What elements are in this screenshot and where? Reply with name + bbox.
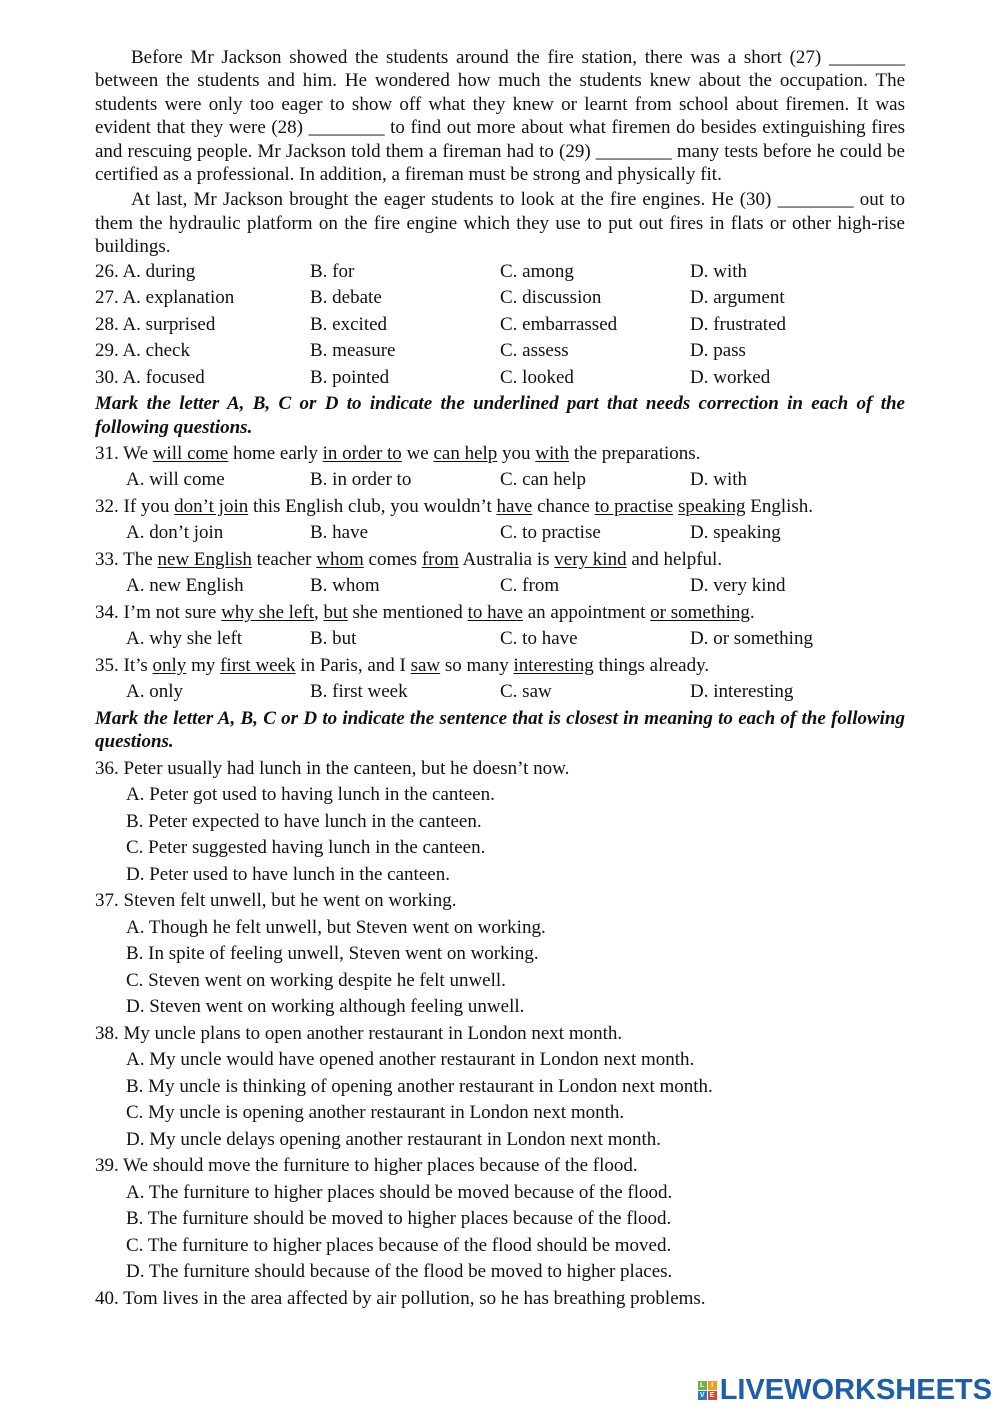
underlined-part: have xyxy=(496,495,533,517)
error-question-34: 34. I’m not sure why she left, but she mentioned to have an appointment or something. xyxy=(95,601,755,623)
underlined-part: speaking xyxy=(677,495,746,517)
option-a[interactable]: 30. A. focused xyxy=(95,366,205,388)
option-d[interactable]: D. pass xyxy=(690,340,746,362)
passage-paragraph-2: At last, Mr Jackson brought the eager students to look at the fire engines. He (30) ________ out to them the hydraulic platform on the fire engine which they use to put out fires in flats or other high-rise buildings. xyxy=(95,189,905,258)
underlined-part: very kind xyxy=(554,548,627,570)
option-b[interactable]: B. in order to xyxy=(310,469,412,491)
underlined-part: or something xyxy=(650,601,750,623)
mc-question-list xyxy=(95,259,905,392)
option-b[interactable]: B. excited xyxy=(310,313,388,335)
mc-question-29 xyxy=(95,338,905,365)
underlined-part: with xyxy=(535,442,570,464)
underlined-part: saw xyxy=(410,654,441,676)
meaning-question-39: 39. We should move the furniture to higher places because of the flood. xyxy=(95,1155,638,1177)
option-d[interactable]: D. My uncle delays opening another restaurant in London next month. xyxy=(126,1128,662,1150)
option-c[interactable]: C. looked xyxy=(500,366,574,388)
option-d[interactable]: D. with xyxy=(690,260,747,282)
mc-question-30 xyxy=(95,365,905,392)
option-c[interactable]: C. to have xyxy=(500,628,578,650)
meaning-question-38: 38. My uncle plans to open another restaurant in London next month. xyxy=(95,1022,623,1044)
option-a[interactable]: A. Peter got used to having lunch in the canteen. xyxy=(126,784,495,806)
option-b[interactable]: B. My uncle is thinking of opening another restaurant in London next month. xyxy=(126,1075,713,1097)
option-d[interactable]: D. or something xyxy=(690,628,813,650)
option-a[interactable]: A. The furniture to higher places should be moved because of the flood. xyxy=(126,1181,673,1203)
option-c[interactable]: C. discussion xyxy=(500,287,602,309)
error-answers-33 xyxy=(95,573,905,600)
error-question-list xyxy=(95,441,905,706)
option-c[interactable]: C. to practise xyxy=(500,522,601,544)
option-b[interactable]: B. whom xyxy=(310,575,380,597)
option-c[interactable]: C. among xyxy=(500,260,574,282)
worksheet-page xyxy=(95,46,905,1312)
underlined-part: why she left xyxy=(221,601,314,623)
underlined-part: don’t join xyxy=(174,495,249,517)
option-a[interactable]: 28. A. surprised xyxy=(95,313,216,335)
error-question-33: 33. The new English teacher whom comes from Australia is very kind and helpful. xyxy=(95,548,723,570)
option-c[interactable]: C. My uncle is opening another restaurant in London next month. xyxy=(126,1102,625,1124)
logo-letter: E xyxy=(708,1391,717,1400)
logo-letter: I xyxy=(708,1381,717,1390)
option-c[interactable]: C. assess xyxy=(500,340,569,362)
option-a[interactable]: A. My uncle would have opened another restaurant in London next month. xyxy=(126,1049,695,1071)
option-b[interactable]: B. The furniture should be moved to higher places because of the flood. xyxy=(126,1208,672,1230)
option-b[interactable]: B. In spite of feeling unwell, Steven went on working. xyxy=(126,943,539,965)
error-answers-35 xyxy=(95,679,905,706)
option-a[interactable]: A. will come xyxy=(126,469,225,491)
logo-text: LIVEWORKSHEETS xyxy=(719,1373,992,1406)
meaning-question-36: 36. Peter usually had lunch in the canteen, but he doesn’t now. xyxy=(95,757,570,779)
option-a[interactable]: 29. A. check xyxy=(95,340,190,362)
option-a[interactable]: 27. A. explanation xyxy=(95,287,235,309)
option-d[interactable]: D. speaking xyxy=(690,522,781,544)
underlined-part: will come xyxy=(152,442,229,464)
mc-question-27 xyxy=(95,285,905,312)
option-d[interactable]: D. interesting xyxy=(690,681,794,703)
option-a[interactable]: 26. A. during xyxy=(95,260,196,282)
option-d[interactable]: D. frustrated xyxy=(690,313,787,335)
option-c[interactable]: C. can help xyxy=(500,469,587,491)
option-c[interactable]: C. The furniture to higher places because of the flood should be moved. xyxy=(126,1234,672,1256)
underlined-part: new English xyxy=(157,548,252,570)
underlined-part: in order to xyxy=(322,442,402,464)
option-b[interactable]: B. debate xyxy=(310,287,382,309)
underlined-part: first week xyxy=(220,654,296,676)
option-d[interactable]: D. very kind xyxy=(690,575,786,597)
option-a[interactable]: A. only xyxy=(126,681,183,703)
underlined-part: only xyxy=(152,654,187,676)
underlined-part: from xyxy=(421,548,459,570)
error-answers-31 xyxy=(95,467,905,494)
logo-mark-icon xyxy=(698,1381,717,1400)
underlined-part: interesting xyxy=(513,654,594,676)
option-a[interactable]: A. don’t join xyxy=(126,522,224,544)
option-a[interactable]: A. new English xyxy=(126,575,244,597)
error-question-31: 31. We will come home early in order to we can help you with the preparations. xyxy=(95,442,701,464)
option-b[interactable]: B. first week xyxy=(310,681,408,703)
option-d[interactable]: D. The furniture should because of the flood be moved to higher places. xyxy=(126,1261,673,1283)
option-a[interactable]: A. why she left xyxy=(126,628,243,650)
instruction-error-correction: Mark the letter A, B, C or D to indicate the underlined part that needs correction in each of the following questions. xyxy=(95,393,905,438)
option-d[interactable]: D. Steven went on working although feeling unwell. xyxy=(126,996,525,1018)
passage-paragraph-1: Before Mr Jackson showed the students around the fire station, there was a short (27) ________ between the students and him. He wondered how much the students knew about the occupation. The students were only too eager to show off what they knew or learnt from school about firemen. It was evident that they were (28) ________ to find out more about what firemen do besides extinguishing fires and rescuing people. Mr Jackson told them a fireman had to (29) ________ many tests before he could be certified as a professional. In addition, a fireman must be strong and physically fit. xyxy=(95,47,905,186)
option-b[interactable]: B. measure xyxy=(310,340,396,362)
option-c[interactable]: C. Steven went on working despite he felt unwell. xyxy=(126,969,506,991)
option-b[interactable]: B. Peter expected to have lunch in the canteen. xyxy=(126,810,482,832)
option-d[interactable]: D. argument xyxy=(690,287,785,309)
mc-question-28 xyxy=(95,312,905,339)
error-answers-34 xyxy=(95,626,905,653)
underlined-part: but xyxy=(323,601,348,623)
option-d[interactable]: D. with xyxy=(690,469,747,491)
underlined-part: to practise xyxy=(594,495,674,517)
liveworksheets-logo[interactable] xyxy=(698,1373,992,1407)
option-b[interactable]: B. but xyxy=(310,628,357,650)
option-c[interactable]: C. embarrassed xyxy=(500,313,618,335)
option-d[interactable]: D. worked xyxy=(690,366,771,388)
option-b[interactable]: B. for xyxy=(310,260,355,282)
option-a[interactable]: A. Though he felt unwell, but Steven went on working. xyxy=(126,916,546,938)
option-b[interactable]: B. have xyxy=(310,522,369,544)
underlined-part: to have xyxy=(467,601,523,623)
underlined-part: can help xyxy=(433,442,498,464)
meaning-question-37: 37. Steven felt unwell, but he went on working. xyxy=(95,890,457,912)
logo-letter: L xyxy=(698,1381,707,1390)
error-answers-32 xyxy=(95,520,905,547)
option-d[interactable]: D. Peter used to have lunch in the canteen. xyxy=(126,863,450,885)
mc-question-26 xyxy=(95,259,905,286)
meaning-question-40: 40. Tom lives in the area affected by air pollution, so he has breathing problems. xyxy=(95,1287,706,1309)
instruction-closest-meaning: Mark the letter A, B, C or D to indicate the sentence that is closest in meaning to each of the following questions. xyxy=(95,707,905,753)
meaning-question-list xyxy=(95,756,905,1313)
option-c[interactable]: C. saw xyxy=(500,681,552,703)
logo-letter: V xyxy=(698,1391,707,1400)
underlined-part: whom xyxy=(316,548,364,570)
error-question-32: 32. If you don’t join this English club, you wouldn’t have chance to practise speaking English. xyxy=(95,495,814,517)
option-b[interactable]: B. pointed xyxy=(310,366,390,388)
option-c[interactable]: C. Peter suggested having lunch in the canteen. xyxy=(126,837,486,859)
error-question-35: 35. It’s only my first week in Paris, and I saw so many interesting things already. xyxy=(95,654,710,676)
option-c[interactable]: C. from xyxy=(500,575,560,597)
